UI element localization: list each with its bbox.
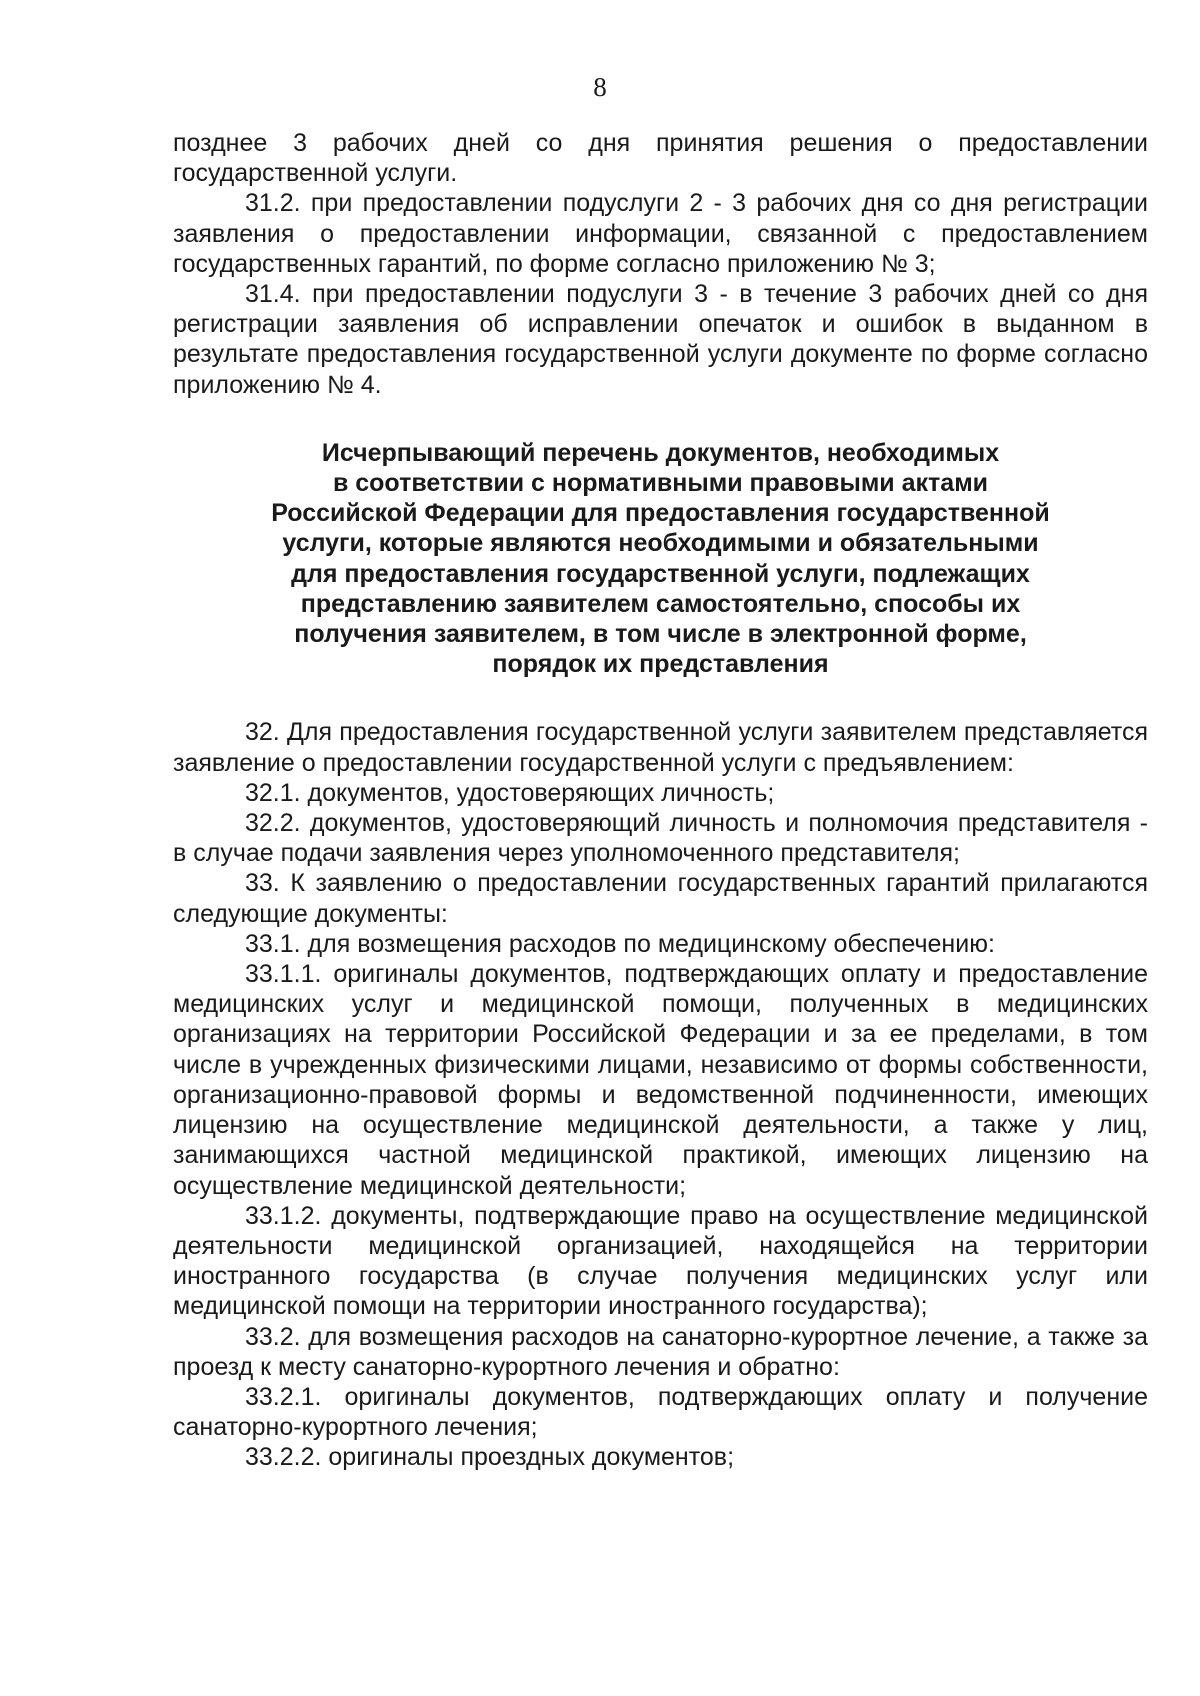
heading-line: порядок их представления	[492, 650, 829, 679]
paragraph-33-2-1: 33.2.1. оригиналы документов, подтверждающих оплату и получение санаторно-курортного лечения;	[173, 1382, 1148, 1442]
paragraph-33-2: 33.2. для возмещения расходов на санаторно-курортное лечение, а также за проезд к месту санаторно-курортного лечения и обратно:	[173, 1322, 1148, 1381]
paragraph-33: 33. К заявлению о предоставлении государственных гарантий прилагаются следующие документы:	[173, 869, 1148, 928]
heading-line: для предоставления государственной услуги, подлежащих	[291, 559, 1030, 588]
paragraph-continuation: позднее 3 рабочих дней со дня принятия решения о предоставлении государственной услуги.	[173, 129, 1148, 188]
heading-line: Российской Федерации для предоставления государственной	[271, 499, 1050, 528]
paragraph-33-1: 33.1. для возмещения расходов по медицинскому обеспечению:	[245, 929, 995, 958]
paragraph-33-1-1: 33.1.1. оригиналы документов, подтверждающих оплату и предоставление медицинских услуг и медицинской помощи, полученных в медицинских организациях на территории Российской Федерации и за ее пределами, в том числе в учрежденных физическими лицами, независимо от формы собственности, организационно-правовой формы и ведомственной подчиненности, имеющих лицензию на осуществление медицинской деятельности, а также у лиц, занимающихся частной медицинской практикой, имеющих лицензию на осуществление медицинской деятельности;	[173, 960, 1148, 1200]
paragraph-31-2: 31.2. при предоставлении подуслуги 2 - 3 рабочих дня со дня регистрации заявления о предоставлении информации, связанной с предоставлением государственных гарантий, по форме согласно приложению № 3;	[173, 189, 1148, 278]
paragraph-31-4: 31.4. при предоставлении подуслуги 3 - в течение 3 рабочих дней со дня регистрации заявления об исправлении опечаток и ошибок в выданном в результате предоставления государственной услуги документе по форме согласно приложению № 4.	[173, 280, 1148, 399]
heading-line: представлению заявителем самостоятельно, способы их	[300, 589, 1021, 618]
paragraph-32-1: 32.1. документов, удостоверяющих личность;	[245, 778, 775, 807]
paragraph-32-2: 32.2. документов, удостоверяющий личность и полномочия представителя - в случае подачи заявления через уполномоченного представителя;	[173, 809, 1148, 868]
page-number: 8	[593, 72, 607, 102]
heading-line: услуги, которые являются необходимыми и обязательными	[282, 529, 1039, 558]
document-body	[173, 128, 1148, 1473]
heading-line: получения заявителем, в том числе в электронной форме,	[294, 620, 1027, 649]
section-heading	[173, 438, 1148, 680]
paragraph-33-2-2: 33.2.2. оригиналы проездных документов;	[245, 1443, 735, 1472]
paragraph-32: 32. Для предоставления государственной услуги заявителем представляется заявление о предоставлении государственной услуги с предъявлением:	[173, 718, 1148, 777]
heading-line: в соответствии с нормативными правовыми актами	[332, 469, 989, 498]
paragraph-33-1-2: 33.1.2. документы, подтверждающие право на осуществление медицинской деятельности медицинской организацией, находящейся на территории иностранного государства (в случае получения медицинских услуг или медицинской помощи на территории иностранного государства);	[173, 1201, 1148, 1321]
heading-line: Исчерпывающий перечень документов, необходимых	[321, 438, 1000, 467]
